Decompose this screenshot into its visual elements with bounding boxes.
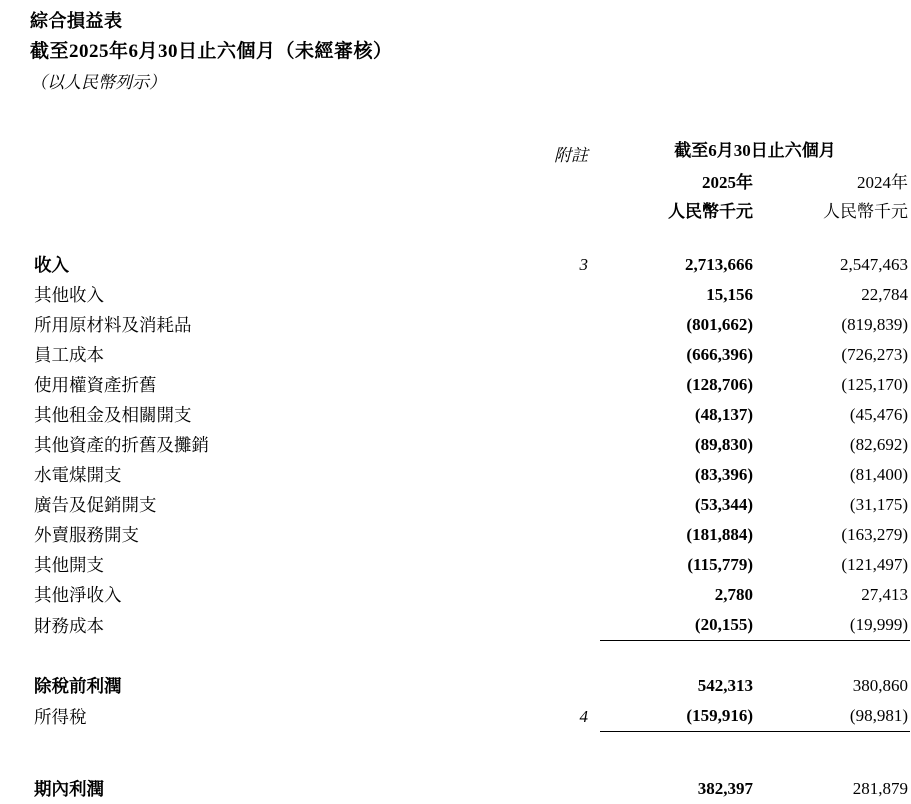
row-note: 4 [579,706,588,726]
row-value-prior: (819,839) [841,315,908,334]
rule-prior [755,732,910,749]
income-statement-table [30,112,910,804]
row-value-prior: (726,273) [841,345,908,364]
row-value-prior: (19,999) [849,615,908,634]
row-label: 收入 [34,255,69,275]
table-row [30,671,910,701]
row-note [520,430,600,460]
row-value-current: (801,662) [686,315,753,334]
column-header-period: 截至6月30日止六個月 [674,141,836,160]
row-label: 其他淨收入 [34,585,122,605]
row-value-current: (159,916) [686,706,753,725]
table-row [30,460,910,490]
row-value-prior: 281,879 [852,779,908,798]
currency-note: （以人民幣列示） [30,73,166,92]
row-label: 水電煤開支 [34,465,122,485]
row-value-current: (115,779) [687,555,753,574]
table-body-totals [30,774,910,804]
column-header-unit-current: 人民幣千元 [668,202,753,221]
row-note [520,671,600,701]
row-label: 其他收入 [34,285,104,305]
row-value-prior: 380,860 [852,676,908,695]
table-row [30,400,910,430]
row-note [520,340,600,370]
rule-current [600,641,755,658]
row-value-current: (666,396) [686,345,753,364]
table-row [30,310,910,340]
row-value-current: (181,884) [686,525,753,544]
header-row-years [30,168,910,197]
column-header-year-current: 2025年 [702,173,753,192]
table-body-main [30,250,910,671]
row-value-prior: 2,547,463 [840,255,908,274]
table-row [30,610,910,641]
row-label: 員工成本 [34,345,104,365]
page-subtitle: 截至2025年6月30日止六個月（未經審核） [30,41,393,62]
row-note [520,310,600,340]
subtotal-spacer [30,657,910,671]
body-spacer [30,226,910,250]
table-body-subtotals [30,671,910,774]
table-row [30,430,910,460]
table-row [30,550,910,580]
column-header-year-prior: 2024年 [857,173,908,192]
row-value-prior: (125,170) [841,375,908,394]
row-note [520,400,600,430]
row-value-prior: (31,175) [849,495,908,514]
row-value-prior: (98,981) [849,706,908,725]
row-value-current: 382,397 [697,779,753,798]
row-value-current: (83,396) [694,465,753,484]
row-label: 所得稅 [34,706,87,727]
row-label: 期內利潤 [34,779,104,799]
row-value-current: (89,830) [694,435,753,454]
row-label: 財務成本 [34,615,104,636]
column-header-note: 附註 [554,146,588,165]
total-spacer [30,748,910,774]
header-spacer [30,112,910,136]
row-note [520,580,600,610]
row-value-current: (20,155) [694,615,753,634]
row-value-prior: 27,413 [861,585,908,604]
row-label: 其他資產的折舊及攤銷 [34,435,209,455]
header-row-period [30,136,910,168]
row-value-prior: (121,497) [841,555,908,574]
row-label: 使用權資產折舊 [34,375,157,395]
row-value-prior: (45,476) [849,405,908,424]
row-note [520,610,600,641]
table-row [30,490,910,520]
row-value-current: (53,344) [694,495,753,514]
row-value-current: 542,313 [697,676,753,695]
row-note [520,490,600,520]
table-row-total [30,774,910,804]
column-header-unit-prior: 人民幣千元 [823,202,908,221]
row-value-prior: (82,692) [849,435,908,454]
table-row [30,250,910,280]
row-note [520,280,600,310]
row-note [520,460,600,490]
row-value-current: (128,706) [686,375,753,394]
rule-prior [755,641,910,658]
row-value-current: 2,713,666 [685,255,753,274]
row-label: 外賣服務開支 [34,525,139,545]
table-row [30,280,910,310]
row-value-prior: (81,400) [849,465,908,484]
table-header-group [30,112,910,250]
table-row [30,340,910,370]
row-label: 廣告及促銷開支 [34,495,157,515]
total-rule [30,732,910,749]
page-title: 綜合損益表 [30,11,123,31]
row-value-current: (48,137) [694,405,753,424]
table-row [30,580,910,610]
row-note [520,520,600,550]
table-row [30,370,910,400]
row-value-prior: 22,784 [861,285,908,304]
row-note [520,370,600,400]
row-label: 其他開支 [34,555,104,575]
subtotal-rule [30,641,910,658]
table-row [30,520,910,550]
table-row [30,701,910,732]
row-note [520,550,600,580]
row-value-prior: (163,279) [841,525,908,544]
row-label: 除稅前利潤 [34,676,122,696]
row-label: 所用原材料及消耗品 [34,315,192,335]
rule-current [600,732,755,749]
header-row-units [30,197,910,226]
row-note: 3 [579,255,588,274]
document-titles [0,0,911,98]
row-value-current: 2,780 [714,585,753,604]
row-note [520,774,600,804]
row-value-current: 15,156 [706,285,753,304]
row-label: 其他租金及相關開支 [34,405,192,425]
